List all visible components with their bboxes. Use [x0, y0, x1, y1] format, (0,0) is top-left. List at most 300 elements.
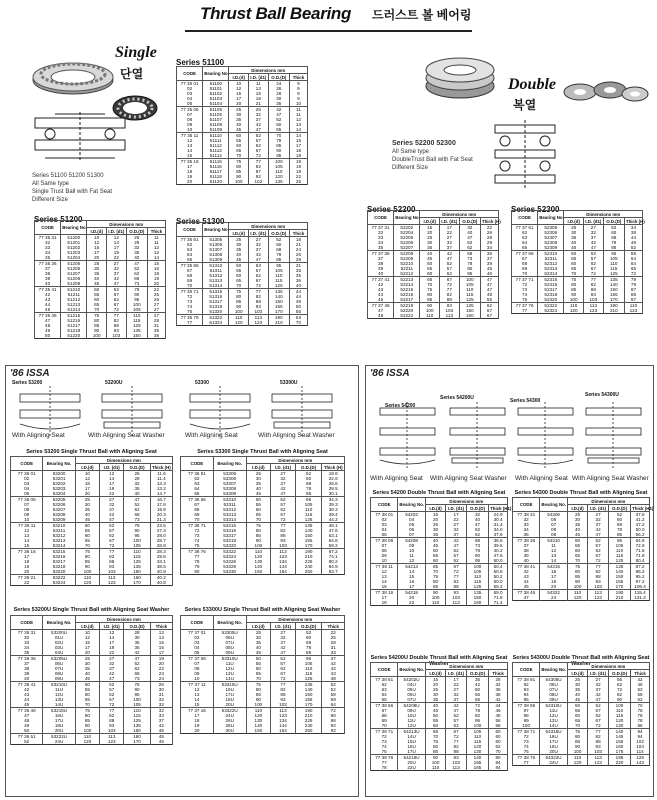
table-cell: 53224: [43, 580, 75, 586]
table-cell: 47: [459, 235, 480, 240]
table-cell: 50: [564, 251, 584, 257]
table-cell: 17: [87, 250, 107, 255]
table-cell: 67.2: [322, 549, 345, 555]
col-id: I.D.(d): [564, 218, 584, 225]
table-cell: 82: [588, 734, 609, 739]
col-bearing: Bearing No.: [61, 221, 87, 235]
table-cell: 120: [229, 320, 249, 326]
table-cell: 85: [295, 650, 322, 656]
table-cell: 54315U: [540, 729, 567, 735]
table-cell: 47: [480, 287, 498, 292]
table-cell: 16: [540, 569, 567, 574]
table-cell: 52305: [538, 225, 564, 231]
table-cell: 90: [567, 579, 588, 584]
table-cell: 02: [11, 476, 43, 481]
table-cell: 03: [181, 640, 214, 645]
table-cell: 47: [249, 257, 269, 263]
table-cell: 72: [100, 543, 124, 549]
table-cell: 35: [229, 247, 249, 252]
table-cell: 04U: [43, 650, 75, 656]
table-cell: 60: [489, 734, 508, 739]
table-cell: 90: [229, 174, 249, 179]
table-cell: 77 37 36: [368, 251, 394, 257]
table-cell: 28: [124, 476, 150, 481]
table-cell: 37: [513, 543, 540, 548]
table-cell: 140: [295, 687, 322, 692]
table-cell: 190: [295, 708, 322, 714]
table-cell: 85: [268, 143, 289, 148]
table-cell: 07U: [540, 687, 567, 692]
col-id1: I.D. (d1): [588, 670, 609, 677]
table-cell: 67: [177, 268, 203, 273]
table-cell: 42: [249, 252, 269, 257]
table-cell: 53316: [213, 528, 246, 533]
table-cell: 35: [126, 250, 147, 255]
table-cell: 72: [588, 723, 609, 729]
table-cell: 50: [246, 497, 271, 503]
table-cell: 78: [126, 287, 147, 293]
table-cell: 52217: [394, 297, 420, 303]
col-thick: Thick (H1): [490, 505, 512, 511]
table-cell: 45: [87, 281, 107, 287]
table-cell: 74: [513, 744, 540, 749]
table-cell: 88: [446, 584, 467, 590]
table-cell: 42: [513, 569, 540, 574]
table-cell: 50: [11, 728, 43, 734]
table-cell: 53320: [213, 543, 246, 549]
table-cell: 07: [398, 532, 425, 538]
table-cell: 51216: [61, 318, 87, 323]
table-cell: 20: [11, 569, 43, 575]
col-code: CODE: [513, 663, 540, 677]
single-note-size: Different Size: [32, 197, 68, 203]
table-cell: 72: [440, 282, 460, 287]
table-cell: 78: [466, 548, 488, 553]
table-cell: 195: [608, 755, 630, 761]
table-cell: 02: [181, 635, 214, 640]
table-cell: 70: [564, 271, 584, 277]
table-cell: 10: [398, 548, 425, 553]
table-cell: 42: [35, 292, 61, 297]
table-cell: 53222U: [43, 734, 75, 740]
table-cell: 55: [75, 528, 99, 533]
table-cell: 60: [420, 271, 440, 277]
table-cell: 67: [271, 671, 296, 676]
table-cell: 53307: [213, 481, 246, 486]
table-cell: 77: [512, 308, 538, 314]
table-cell: 22: [147, 287, 165, 293]
table-cell: 82: [466, 713, 488, 718]
table-cell: 125: [124, 718, 150, 723]
table-cell: 37: [588, 522, 609, 527]
table-cell: 103: [271, 702, 296, 708]
table-cell: 55: [246, 502, 271, 507]
table-cell: 88: [588, 574, 609, 579]
table-cell: 40: [11, 676, 43, 682]
table-cell: 40: [420, 251, 440, 257]
table-cell: 07: [371, 543, 398, 548]
table-cell: 04: [11, 486, 43, 491]
table-cell: 93: [588, 579, 609, 584]
table-cell: 77 38 06: [371, 538, 398, 544]
table-cell: 65: [246, 512, 271, 517]
caption-aligning-seat-2: With Aligning Seat: [185, 432, 238, 439]
table-cell: 37: [100, 507, 124, 512]
table-cell: 53209: [43, 517, 75, 523]
table-cell: 38: [624, 230, 642, 235]
table-cell: 77 38 16: [371, 590, 398, 596]
table-cell: 15: [75, 640, 99, 645]
table-cell: 15U: [398, 739, 425, 744]
table-cell: 17: [398, 584, 425, 590]
table-cell: 100: [608, 703, 630, 709]
table-cell: 51118: [203, 174, 229, 179]
table-cell: 11U: [540, 708, 567, 713]
table-cell: 60: [567, 713, 588, 718]
table-cell: 35: [246, 640, 271, 645]
table-cell: 155: [608, 579, 630, 584]
table-cell: 11: [289, 107, 307, 113]
table-cell: 85: [564, 287, 584, 292]
table-cell: 51314: [203, 283, 229, 289]
table-cell: 12: [229, 86, 249, 91]
table-cell: 38: [35, 271, 61, 276]
table-cell: 32: [584, 230, 604, 235]
col-code: CODE: [35, 221, 61, 235]
table-cell: 102: [631, 739, 650, 744]
table-cell: 62: [124, 507, 150, 512]
table-cell: 53222: [43, 575, 75, 581]
table-cell: 97: [624, 297, 642, 303]
table-cell: 77 36 01: [11, 471, 43, 477]
table-cell: 77: [513, 760, 540, 766]
table-cell: 35: [229, 117, 249, 122]
table-cell: 70: [177, 283, 203, 289]
table-cell: 16U: [43, 713, 75, 718]
table-cell: 15: [147, 261, 165, 267]
diag-label-53300: 53300: [195, 380, 209, 386]
table-cell: 95: [459, 271, 480, 277]
table-cell: 32: [588, 517, 609, 522]
table-cell: 25: [425, 522, 446, 527]
table-cell: 20U: [540, 749, 567, 755]
table-cell: 42: [489, 697, 508, 703]
table-cell: 94: [631, 734, 650, 739]
table-cell: 20: [87, 255, 107, 261]
table-cell: 26: [126, 235, 147, 241]
table-cell: 30: [564, 230, 584, 235]
table-cell: 09: [398, 543, 425, 548]
table-cell: 04U: [398, 682, 425, 687]
table-cell: 51209: [61, 281, 87, 287]
table-cell: 42: [584, 240, 604, 245]
table-cell: 70: [512, 271, 538, 277]
table-cell: 05: [177, 101, 203, 107]
table-cell: 85: [425, 584, 446, 590]
table-cell: 67: [588, 553, 609, 558]
table-cell: 14: [540, 558, 567, 564]
table-cell: 52202: [394, 225, 420, 231]
table-cell: 13: [181, 692, 214, 697]
table-cell: 77: [440, 287, 460, 292]
table-cell: 28.7: [150, 538, 172, 543]
table-cell: 52204: [394, 230, 420, 235]
table-cell: 55: [564, 256, 584, 261]
table-cell: 114: [631, 749, 650, 755]
table-cell: 78: [124, 523, 150, 529]
table-cell: 77 38 31: [513, 512, 540, 518]
table-cell: 05: [398, 522, 425, 527]
table-cell: 53309: [213, 491, 246, 497]
table-cell: 28: [322, 640, 345, 645]
table-cell: 103: [440, 308, 460, 313]
table-cell: 150: [295, 533, 322, 538]
table-cell: 24U: [43, 739, 75, 745]
table-cell: 154: [271, 728, 296, 734]
table-cell: 38.5: [150, 564, 172, 569]
table-cell: 62: [249, 273, 269, 278]
table-cell: 04: [371, 527, 398, 532]
table-cell: 39.6: [489, 543, 508, 548]
table-cell: 16: [398, 579, 425, 584]
col-thick: Thick: [489, 670, 508, 677]
table-cell: 64: [512, 240, 538, 245]
table-cell: 106.4: [631, 584, 650, 590]
table-cell: 123: [588, 760, 609, 766]
table-cell: 57: [446, 553, 467, 558]
table-cell: 14U: [213, 676, 246, 682]
table-cell: 62: [588, 713, 609, 718]
table-cell: 75: [181, 543, 214, 549]
col-thick: Thick: [289, 230, 307, 237]
series-53300-title: Series 53300 Single Thrust Ball with Aligning Seat: [197, 449, 328, 455]
table-cell: 100: [124, 697, 150, 702]
table-cell: 51320: [203, 309, 229, 315]
table-cell: 53310: [213, 497, 246, 503]
table-cell: 69: [177, 278, 203, 283]
table-cell: 15: [177, 153, 203, 159]
table-cell: 27: [147, 302, 165, 307]
col-thick: Thick (H): [323, 464, 343, 470]
single-note-type: All Same type: [32, 181, 70, 187]
table-cell: 135: [295, 523, 322, 529]
table-cell: 110: [466, 734, 488, 739]
table-cell: 20: [420, 230, 440, 235]
table-cell: 30: [150, 687, 172, 692]
table-cell: 86: [322, 718, 345, 723]
table-cell: 75: [512, 297, 538, 303]
table-row: [177, 179, 308, 185]
table-cell: 22U: [398, 765, 425, 771]
table-cell: 62: [480, 303, 498, 309]
table-cell: 54202U: [398, 677, 425, 683]
table-cell: 37: [368, 256, 394, 261]
table-cell: 52: [126, 266, 147, 271]
table-cell: 50: [246, 656, 271, 662]
table-cell: 13U: [540, 718, 567, 723]
table-cell: 27: [100, 497, 124, 503]
table-cell: 82: [249, 294, 269, 299]
table-cell: 52: [11, 739, 43, 745]
table-cell: 09: [11, 512, 43, 517]
table-cell: 53311: [213, 502, 246, 507]
table-cell: 39: [35, 276, 61, 281]
table-cell: 52320: [538, 297, 564, 303]
table-cell: 67: [446, 564, 467, 570]
table-cell: 135: [295, 682, 322, 688]
table-cell: 12U: [398, 723, 425, 729]
table-cell: 53308: [213, 486, 246, 491]
table-cell: 18U: [213, 697, 246, 702]
table-cell: 103: [107, 333, 127, 339]
table-cell: 65: [466, 697, 488, 703]
col-od: O.D.(D): [608, 670, 630, 677]
table-cell: 113: [446, 600, 467, 606]
table-cell: 190: [603, 303, 624, 309]
col-id: I.D.(d): [75, 623, 99, 630]
table-cell: 9: [289, 96, 307, 101]
table-cell: 62: [584, 261, 604, 266]
table-cell: 17: [11, 554, 43, 559]
table-cell: 78: [466, 708, 488, 713]
table-cell: 47: [588, 532, 609, 538]
table-cell: 18: [289, 153, 307, 159]
table-cell: 150: [124, 728, 150, 734]
table-cell: 79: [181, 564, 214, 569]
table-cell: 32: [100, 661, 124, 666]
table-cell: 30: [425, 527, 446, 532]
series-51100-title: Series 51100: [176, 58, 225, 67]
col-od: O.D.(D): [295, 464, 322, 471]
table-cell: 51307: [203, 247, 229, 252]
table-cell: 34: [11, 645, 43, 650]
table-cell: 02U: [43, 640, 75, 645]
table-cell: 105: [268, 164, 289, 169]
table-cell: 77 36 76: [181, 549, 214, 555]
table-cell: 67: [440, 277, 460, 283]
table-cell: 77 38 91: [513, 677, 540, 683]
table-cell: 100: [75, 728, 99, 734]
col-od: O.D.(D): [466, 505, 488, 512]
table-cell: 20: [540, 584, 567, 590]
table-cell: 85: [229, 299, 249, 304]
table-cell: 35: [75, 666, 99, 671]
table-cell: 11U: [398, 718, 425, 723]
table-cell: 93: [271, 538, 296, 543]
table-cell: 52205: [394, 235, 420, 240]
table-cell: 55: [608, 677, 630, 683]
table-cell: 80: [75, 713, 99, 718]
table-cell: 27: [271, 471, 296, 477]
table-cell: 64: [322, 702, 345, 708]
table-cell: 113: [588, 755, 609, 761]
table-cell: 15: [75, 481, 99, 486]
table-cell: 110: [425, 600, 446, 606]
table-cell: 75: [425, 739, 446, 744]
table-cell: 12: [11, 528, 43, 533]
table-cell: 47: [466, 522, 488, 527]
table-cell: 24: [289, 247, 307, 252]
table-cell: 62: [446, 723, 467, 729]
table-cell: 94: [513, 692, 540, 697]
table-cell: 37: [100, 666, 124, 671]
table-cell: 13: [177, 143, 203, 148]
table-cell: 57: [584, 256, 604, 261]
table-cell: 90: [246, 538, 271, 543]
table-cell: 19: [289, 164, 307, 169]
table-cell: 54218U: [398, 755, 425, 761]
table-cell: 21: [289, 242, 307, 247]
table-cell: 90: [567, 744, 588, 749]
table-cell: 65: [425, 564, 446, 570]
table-cell: 90: [564, 292, 584, 297]
table-cell: 155: [295, 538, 322, 543]
table-cell: 110: [268, 169, 289, 174]
table-cell: 35: [564, 235, 584, 240]
table-cell: 12: [289, 117, 307, 122]
double-note-series: Series 52200 52300: [392, 140, 456, 147]
table-cell: 14: [107, 240, 127, 245]
table-cell: 51210: [61, 287, 87, 293]
table-cell: 73: [126, 281, 147, 287]
table-cell: 100: [124, 538, 150, 543]
table-cell: 131.2: [631, 595, 650, 601]
table-cell: 71.8: [631, 553, 650, 558]
table-cell: 77: [588, 564, 609, 570]
table-cell: 70: [425, 734, 446, 739]
table-cell: 43: [368, 287, 394, 292]
series-52200-table: [367, 210, 499, 319]
table-cell: 72: [249, 153, 269, 159]
table-cell: 18: [289, 237, 307, 243]
table-cell: 54315: [540, 564, 567, 570]
table-cell: 115: [295, 512, 322, 517]
table-cell: 62: [440, 271, 460, 277]
table-cell: 75: [246, 682, 271, 688]
table-cell: 73: [177, 299, 203, 304]
table-cell: 37: [150, 718, 172, 723]
table-cell: 22: [100, 650, 124, 656]
table-cell: 75: [425, 574, 446, 579]
table-cell: 51306: [203, 242, 229, 247]
table-cell: 53217: [43, 559, 75, 564]
table-cell: 60: [246, 507, 271, 512]
table-cell: 92: [322, 723, 345, 728]
table-cell: 53313: [213, 512, 246, 517]
table-cell: 51313: [203, 278, 229, 283]
table-cell: 77 35 16: [177, 159, 203, 165]
table-cell: 09U: [540, 697, 567, 703]
table-cell: 52306: [538, 230, 564, 235]
table-cell: 27: [446, 687, 467, 692]
table-cell: 13.3: [150, 481, 172, 486]
table-cell: 22.6: [322, 476, 345, 481]
table-cell: 110: [124, 708, 150, 714]
table-cell: 77: [588, 729, 609, 735]
table-cell: 37: [249, 247, 269, 252]
table-cell: 82: [107, 318, 127, 323]
table-cell: 18: [177, 169, 203, 174]
table-cell: 103: [100, 569, 124, 575]
table-cell: 57: [588, 543, 609, 548]
table-cell: 35: [567, 522, 588, 527]
table-cell: 42: [588, 692, 609, 697]
table-cell: 45: [480, 266, 498, 271]
series-51300-title: Series 51300: [176, 217, 225, 226]
table-cell: 30: [420, 240, 440, 245]
table-cell: 53205: [43, 497, 75, 503]
table-cell: 78: [459, 261, 480, 266]
